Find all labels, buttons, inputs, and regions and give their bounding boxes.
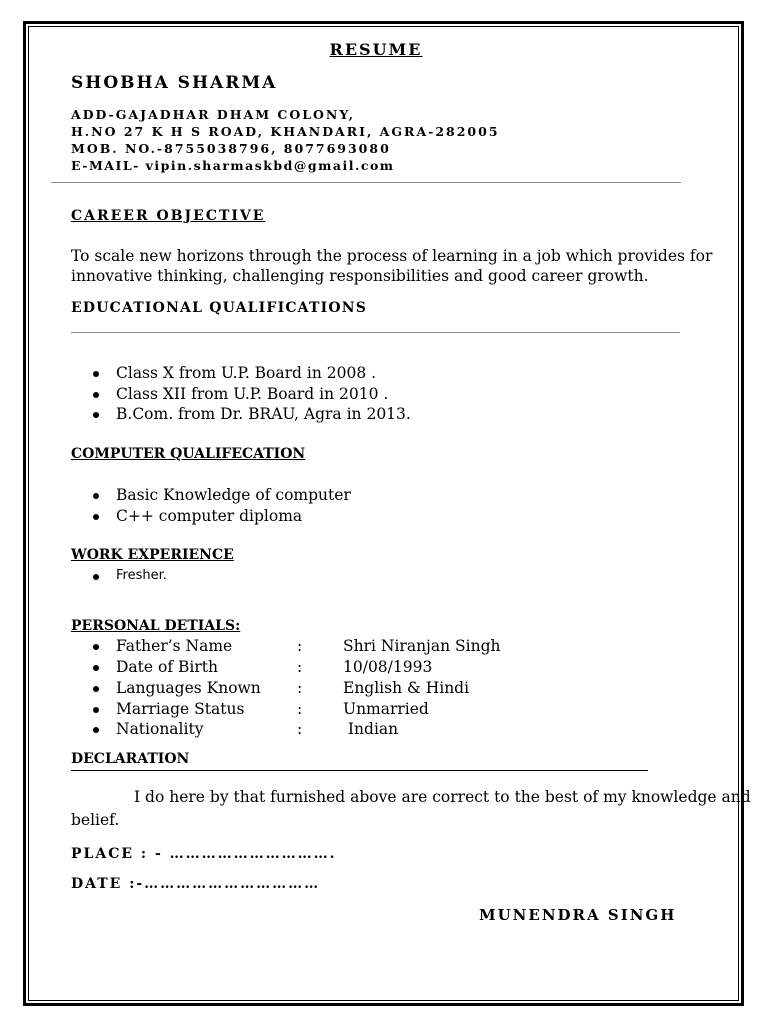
- computer-heading: COMPUTER QUALIFECATION: [71, 446, 306, 462]
- bullet-icon: [93, 574, 99, 580]
- personal-label-marriage: Marriage Status: [116, 700, 245, 718]
- education-item: B.Com. from Dr. BRAU, Agra in 2013.: [116, 405, 411, 423]
- personal-label-nationality: Nationality: [116, 720, 204, 738]
- education-item: Class X from U.P. Board in 2008 .: [116, 364, 377, 382]
- education-item: Class XII from U.P. Board in 2010 .: [116, 385, 389, 403]
- address-line-1: ADD-GAJADHAR DHAM COLONY,: [71, 107, 356, 122]
- bullet-icon: [93, 493, 99, 499]
- candidate-name: SHOBHA SHARMA: [71, 73, 278, 93]
- mobile-line: MOB. NO.-8755038796, 8077693080: [71, 141, 391, 156]
- bullet-icon: [93, 371, 99, 377]
- personal-colon: :: [297, 700, 303, 718]
- personal-value-dob: 10/08/1993: [343, 658, 433, 676]
- bullet-icon: [93, 707, 99, 713]
- personal-label-dob: Date of Birth: [116, 658, 218, 676]
- education-heading: EDUCATIONAL QUALIFICATIONS: [71, 300, 368, 316]
- career-objective-line-1: To scale new horizons through the process of learning in a job which provides for: [71, 247, 713, 265]
- bullet-icon: [93, 727, 99, 733]
- bullet-icon: [93, 644, 99, 650]
- resume-title: RESUME: [329, 40, 423, 59]
- career-objective-line-2: innovative thinking, challenging responsibilities and good career growth.: [71, 267, 649, 285]
- signature-name: MUNENDRA SINGH: [479, 906, 677, 924]
- address-line-2: H.NO 27 K H S ROAD, KHANDARI, AGRA-282005: [71, 124, 500, 139]
- bullet-icon: [93, 686, 99, 692]
- personal-label-father: Father’s Name: [116, 637, 233, 655]
- computer-item: C++ computer diploma: [116, 507, 303, 525]
- personal-value-father: Shri Niranjan Singh: [343, 637, 501, 655]
- work-item: Fresher.: [116, 568, 167, 583]
- personal-colon: :: [297, 720, 303, 738]
- declaration-line-2: belief.: [71, 811, 120, 829]
- personal-colon: :: [297, 637, 303, 655]
- education-divider: [71, 332, 680, 333]
- career-objective-heading: CAREER OBJECTIVE: [71, 208, 266, 224]
- bullet-icon: [93, 665, 99, 671]
- personal-value-languages: English & Hindi: [343, 679, 470, 697]
- bullet-icon: [93, 392, 99, 398]
- declaration-line-1: I do here by that furnished above are correct to the best of my knowledge and: [134, 788, 751, 806]
- computer-item: Basic Knowledge of computer: [116, 486, 351, 504]
- personal-colon: :: [297, 658, 303, 676]
- header-divider: [51, 182, 681, 183]
- place-line: PLACE : - ………………………….: [71, 846, 337, 862]
- date-line: DATE :-……………………………: [71, 876, 321, 892]
- personal-heading: PERSONAL DETIALS:: [71, 618, 241, 634]
- personal-value-marriage: Unmarried: [343, 700, 429, 718]
- personal-colon: :: [297, 679, 303, 697]
- personal-value-nationality: Indian: [343, 720, 399, 738]
- declaration-divider: [71, 770, 648, 771]
- personal-label-languages: Languages Known: [116, 679, 261, 697]
- email-line: E-MAIL- vipin.sharmaskbd@gmail.com: [71, 158, 395, 173]
- work-heading: WORK EXPERIENCE: [71, 547, 234, 563]
- bullet-icon: [93, 412, 99, 418]
- bullet-icon: [93, 514, 99, 520]
- declaration-heading: DECLARATION: [71, 751, 190, 767]
